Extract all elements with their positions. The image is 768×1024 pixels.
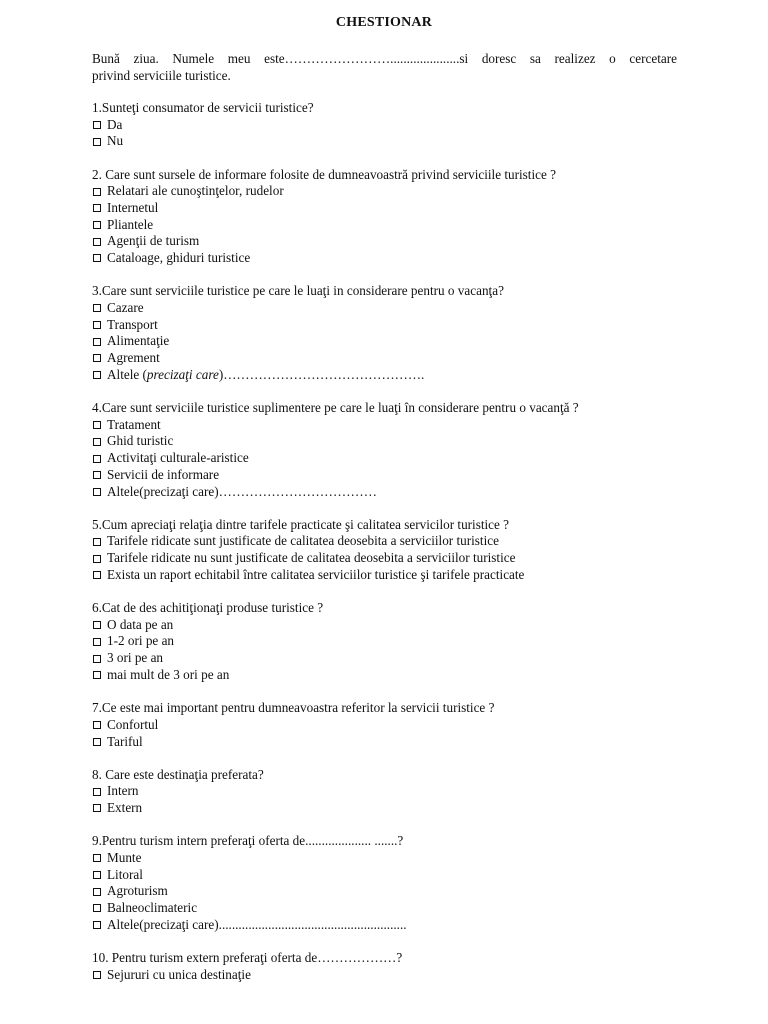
option-checkbox[interactable] [92, 484, 692, 501]
option-checkbox[interactable] [92, 800, 692, 817]
option-checkbox-other[interactable] [92, 367, 692, 384]
option-label: Da [107, 116, 123, 132]
option-label: Balneoclimateric [107, 900, 198, 916]
option-label: Intern [107, 783, 139, 799]
option-label: Munte [107, 850, 142, 866]
option-checkbox[interactable] [92, 300, 692, 317]
option-checkbox[interactable] [92, 967, 692, 984]
option-label: Relatari ale cunoştinţelor, rudelor [107, 183, 284, 199]
checkbox-icon[interactable] [93, 655, 101, 663]
option-checkbox[interactable] [92, 417, 692, 434]
option-checkbox[interactable] [92, 883, 692, 900]
option-label: Extern [107, 800, 143, 816]
checkbox-icon[interactable] [93, 371, 101, 379]
option-checkbox[interactable] [92, 200, 692, 217]
checkbox-icon[interactable] [93, 671, 101, 679]
intro-line-2: privind serviciile turistice. [92, 68, 231, 83]
question-text: 5.Cum apreciaţi relaţia dintre tarifele practicate şi calitatea servicilor turistice ? [92, 516, 510, 532]
question-text: 1.Sunteţi consumator de servicii turistice? [92, 100, 314, 115]
checkbox-icon[interactable] [93, 621, 101, 629]
option-checkbox[interactable] [92, 333, 692, 350]
checkbox-icon[interactable] [93, 738, 101, 746]
option-checkbox[interactable] [92, 317, 692, 334]
questions-list [92, 100, 692, 1000]
checkbox-icon[interactable] [93, 888, 101, 896]
option-label: Cazare [107, 300, 144, 316]
option-label: Tarifele ridicate nu sunt justificate de calitatea deosebita a serviciilor turistice [107, 550, 516, 566]
question-text: 6.Cat de des achitiţionaţi produse turistice ? [92, 600, 324, 616]
option-label: Transport [107, 316, 158, 332]
option-checkbox[interactable] [92, 783, 692, 800]
checkbox-icon[interactable] [93, 138, 101, 146]
option-checkbox[interactable] [92, 650, 692, 667]
question-1 [92, 100, 692, 150]
option-checkbox[interactable] [92, 217, 692, 234]
option-label: O data pe an [107, 616, 174, 632]
option-label: Internetul [107, 200, 159, 216]
checkbox-icon[interactable] [93, 638, 101, 646]
option-checkbox[interactable] [92, 734, 692, 751]
checkbox-icon[interactable] [93, 571, 101, 579]
intro-paragraph [92, 50, 677, 84]
option-label: Servicii de informare [107, 466, 220, 482]
option-checkbox[interactable] [92, 617, 692, 634]
checkbox-icon[interactable] [93, 254, 101, 262]
question-10 [92, 950, 692, 983]
question-2 [92, 167, 692, 267]
checkbox-icon[interactable] [93, 304, 101, 312]
option-checkbox[interactable] [92, 633, 692, 650]
option-label: Activitaţi culturale-aristice [107, 450, 249, 466]
option-label: Alimentaţie [107, 333, 170, 349]
option-checkbox[interactable] [92, 667, 692, 684]
option-checkbox[interactable] [92, 183, 692, 200]
option-checkbox[interactable] [92, 850, 692, 867]
option-label: Tarifele ridicate sunt justificate de calitatea deosebita a serviciilor turistice [107, 533, 499, 549]
option-checkbox[interactable] [92, 567, 692, 584]
option-checkbox[interactable] [92, 467, 692, 484]
checkbox-icon[interactable] [93, 204, 101, 212]
page-title: CHESTIONAR [335, 15, 433, 30]
checkbox-icon[interactable] [93, 338, 101, 346]
option-checkbox[interactable] [92, 133, 692, 150]
option-checkbox[interactable] [92, 450, 692, 467]
question-text: 7.Ce este mai important pentru dumneavoastra referitor la servicii turistice ? [92, 700, 495, 716]
question-7 [92, 700, 692, 750]
checkbox-icon[interactable] [93, 488, 101, 496]
option-label: Sejururi cu unica destinaţie [107, 966, 251, 982]
option-label-prefix: Altele ( [107, 366, 147, 382]
question-text: 2. Care sunt sursele de informare folosite de dumneavoastră privind serviciile turistice ? [92, 166, 556, 182]
option-label: Agrement [107, 350, 160, 366]
checkbox-icon[interactable] [93, 804, 101, 812]
option-label: Cataloage, ghiduri turistice [107, 250, 251, 266]
checkbox-icon[interactable] [93, 121, 101, 129]
question-4 [92, 400, 692, 500]
checkbox-icon[interactable] [93, 788, 101, 796]
checkbox-icon[interactable] [93, 904, 101, 912]
question-3 [92, 283, 692, 383]
question-text: 3.Care sunt serviciile turistice pe care le luaţi in considerare pentru o vacanţa? [92, 283, 504, 299]
option-checkbox[interactable] [92, 433, 692, 450]
option-checkbox[interactable] [92, 250, 692, 267]
option-checkbox[interactable] [92, 350, 692, 367]
checkbox-icon[interactable] [93, 438, 101, 446]
checkbox-icon[interactable] [93, 854, 101, 862]
option-label: Agenţii de turism [107, 233, 200, 249]
option-label: mai mult de 3 ori pe an [107, 666, 230, 682]
checkbox-icon[interactable] [93, 971, 101, 979]
checkbox-icon[interactable] [93, 354, 101, 362]
option-label: Altele(precizaţi care)……………………………… [107, 483, 377, 499]
checkbox-icon[interactable] [93, 221, 101, 229]
question-text: 9.Pentru turism intern preferaţi oferta de.................... .......? [92, 833, 404, 849]
option-label: Nu [107, 133, 124, 149]
option-label: Agroturism [107, 883, 168, 899]
option-checkbox[interactable] [92, 550, 692, 567]
option-label: Confortul [107, 716, 159, 732]
question-9 [92, 833, 692, 933]
checkbox-icon[interactable] [93, 471, 101, 479]
question-5 [92, 517, 692, 584]
checkbox-icon[interactable] [93, 455, 101, 463]
option-checkbox[interactable] [92, 900, 692, 917]
option-checkbox[interactable] [92, 717, 692, 734]
checkbox-icon[interactable] [93, 421, 101, 429]
checkbox-icon[interactable] [93, 188, 101, 196]
option-label: Litoral [107, 866, 143, 882]
option-checkbox[interactable] [92, 117, 692, 134]
option-label: 1-2 ori pe an [107, 633, 175, 649]
option-label: Tariful [107, 733, 143, 749]
option-checkbox[interactable] [92, 917, 692, 934]
question-8 [92, 767, 692, 817]
intro-line-1: Bună ziua. Numele meu este…………………….....................si doresc sa realizez o cercetare [92, 51, 677, 66]
option-label: Pliantele [107, 216, 154, 232]
checkbox-icon[interactable] [93, 871, 101, 879]
checkbox-icon[interactable] [93, 538, 101, 546]
option-label: Altele(precizaţi care)......................................................... [107, 916, 407, 932]
checkbox-icon[interactable] [93, 555, 101, 563]
option-label: Exista un raport echitabil între calitatea serviciilor turistice şi tarifele practicate [107, 566, 525, 582]
question-text: 4.Care sunt serviciile turistice suplimentere pe care le luaţi în considerare pentru o vacanţă ? [92, 400, 579, 416]
question-6 [92, 600, 692, 684]
option-label: 3 ori pe an [107, 650, 164, 666]
option-label: Tratament [107, 416, 161, 432]
checkbox-icon[interactable] [93, 921, 101, 929]
checkbox-icon[interactable] [93, 321, 101, 329]
question-text: 10. Pentru turism extern preferaţi oferta de………………? [92, 950, 403, 966]
checkbox-icon[interactable] [93, 721, 101, 729]
option-label-hint: precizaţi care [146, 366, 219, 382]
checkbox-icon[interactable] [93, 238, 101, 246]
question-text: 8. Care este destinaţia preferata? [92, 766, 264, 782]
option-label: Ghid turistic [107, 433, 174, 449]
option-checkbox[interactable] [92, 533, 692, 550]
option-checkbox[interactable] [92, 867, 692, 884]
option-label-suffix: )………………………………………. [218, 366, 425, 382]
option-checkbox[interactable] [92, 233, 692, 250]
